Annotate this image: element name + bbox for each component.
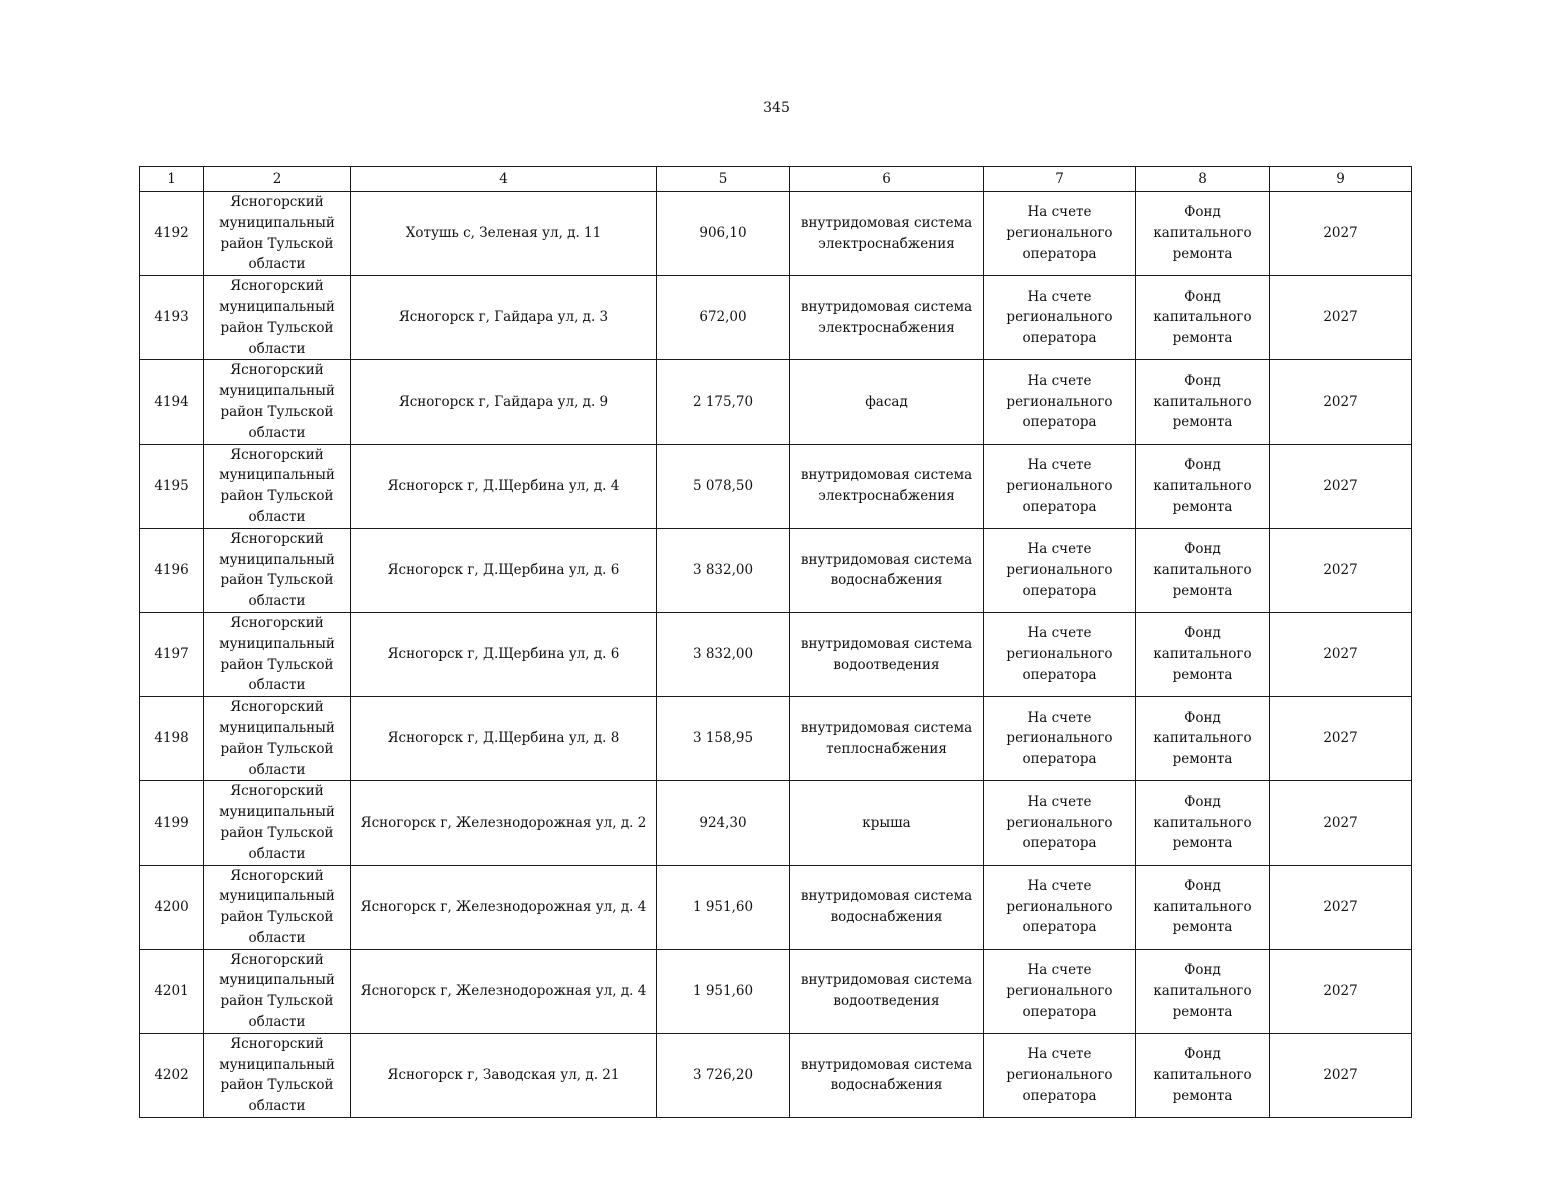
account-cell: На счете регионального оператора — [984, 444, 1136, 528]
row-number-cell: 4201 — [140, 949, 204, 1033]
funding-source-cell: Фонд капитального ремонта — [1136, 612, 1270, 696]
year-cell: 2027 — [1270, 528, 1412, 612]
district-cell: Ясногорский муниципальный район Тульской области — [204, 192, 351, 276]
area-cell: 5 078,50 — [657, 444, 790, 528]
address-cell: Хотушь с, Зеленая ул, д. 11 — [351, 192, 657, 276]
row-number-cell: 4200 — [140, 865, 204, 949]
address-cell: Ясногорск г, Д.Щербина ул, д. 6 — [351, 528, 657, 612]
district-cell: Ясногорский муниципальный район Тульской области — [204, 360, 351, 444]
address-cell: Ясногорск г, Железнодорожная ул, д. 4 — [351, 949, 657, 1033]
table-row — [140, 192, 1412, 276]
area-cell: 672,00 — [657, 276, 790, 360]
year-cell: 2027 — [1270, 697, 1412, 781]
row-number-cell: 4202 — [140, 1033, 204, 1117]
table-row — [140, 781, 1412, 865]
address-cell: Ясногорск г, Д.Щербина ул, д. 4 — [351, 444, 657, 528]
address-cell: Ясногорск г, Д.Щербина ул, д. 6 — [351, 612, 657, 696]
area-cell: 3 832,00 — [657, 612, 790, 696]
table-row — [140, 360, 1412, 444]
column-header-2: 2 — [204, 167, 351, 192]
area-cell: 906,10 — [657, 192, 790, 276]
area-cell: 1 951,60 — [657, 949, 790, 1033]
page-number: 345 — [763, 100, 790, 116]
area-cell: 3 832,00 — [657, 528, 790, 612]
funding-source-cell: Фонд капитального ремонта — [1136, 276, 1270, 360]
table-row — [140, 528, 1412, 612]
account-cell: На счете регионального оператора — [984, 612, 1136, 696]
table-row — [140, 1033, 1412, 1117]
work-type-cell: внутридомовая система водоснабжения — [790, 865, 984, 949]
funding-source-cell: Фонд капитального ремонта — [1136, 444, 1270, 528]
table-row — [140, 444, 1412, 528]
account-cell: На счете регионального оператора — [984, 360, 1136, 444]
year-cell: 2027 — [1270, 865, 1412, 949]
work-type-cell: внутридомовая система водоотведения — [790, 949, 984, 1033]
work-type-cell: внутридомовая система водоснабжения — [790, 1033, 984, 1117]
table-row — [140, 276, 1412, 360]
year-cell: 2027 — [1270, 949, 1412, 1033]
table-header — [140, 167, 1412, 192]
table-row — [140, 697, 1412, 781]
address-cell: Ясногорск г, Д.Щербина ул, д. 8 — [351, 697, 657, 781]
district-cell: Ясногорский муниципальный район Тульской области — [204, 276, 351, 360]
year-cell: 2027 — [1270, 360, 1412, 444]
work-type-cell: внутридомовая система электроснабжения — [790, 444, 984, 528]
year-cell: 2027 — [1270, 444, 1412, 528]
year-cell: 2027 — [1270, 781, 1412, 865]
district-cell: Ясногорский муниципальный район Тульской области — [204, 528, 351, 612]
account-cell: На счете регионального оператора — [984, 276, 1136, 360]
column-header-5: 5 — [657, 167, 790, 192]
district-cell: Ясногорский муниципальный район Тульской области — [204, 697, 351, 781]
year-cell: 2027 — [1270, 612, 1412, 696]
work-type-cell: внутридомовая система электроснабжения — [790, 276, 984, 360]
row-number-cell: 4194 — [140, 360, 204, 444]
account-cell: На счете регионального оператора — [984, 192, 1136, 276]
funding-source-cell: Фонд капитального ремонта — [1136, 865, 1270, 949]
column-header-9: 9 — [1270, 167, 1412, 192]
header-row — [140, 167, 1412, 192]
row-number-cell: 4196 — [140, 528, 204, 612]
column-header-4: 4 — [351, 167, 657, 192]
address-cell: Ясногорск г, Заводская ул, д. 21 — [351, 1033, 657, 1117]
account-cell: На счете регионального оператора — [984, 1033, 1136, 1117]
work-type-cell: внутридомовая система электроснабжения — [790, 192, 984, 276]
work-type-cell: внутридомовая система теплоснабжения — [790, 697, 984, 781]
funding-source-cell: Фонд капитального ремонта — [1136, 697, 1270, 781]
table-row — [140, 949, 1412, 1033]
district-cell: Ясногорский муниципальный район Тульской области — [204, 444, 351, 528]
column-header-8: 8 — [1136, 167, 1270, 192]
area-cell: 1 951,60 — [657, 865, 790, 949]
account-cell: На счете регионального оператора — [984, 697, 1136, 781]
work-type-cell: фасад — [790, 360, 984, 444]
table-body — [140, 192, 1412, 1118]
row-number-cell: 4195 — [140, 444, 204, 528]
row-number-cell: 4192 — [140, 192, 204, 276]
year-cell: 2027 — [1270, 192, 1412, 276]
work-type-cell: внутридомовая система водоснабжения — [790, 528, 984, 612]
year-cell: 2027 — [1270, 276, 1412, 360]
account-cell: На счете регионального оператора — [984, 949, 1136, 1033]
table-row — [140, 865, 1412, 949]
funding-source-cell: Фонд капитального ремонта — [1136, 781, 1270, 865]
address-cell: Ясногорск г, Гайдара ул, д. 3 — [351, 276, 657, 360]
row-number-cell: 4199 — [140, 781, 204, 865]
row-number-cell: 4198 — [140, 697, 204, 781]
year-cell: 2027 — [1270, 1033, 1412, 1117]
district-cell: Ясногорский муниципальный район Тульской области — [204, 865, 351, 949]
district-cell: Ясногорский муниципальный район Тульской области — [204, 612, 351, 696]
account-cell: На счете регионального оператора — [984, 781, 1136, 865]
work-type-cell: внутридомовая система водоотведения — [790, 612, 984, 696]
area-cell: 3 726,20 — [657, 1033, 790, 1117]
row-number-cell: 4193 — [140, 276, 204, 360]
funding-source-cell: Фонд капитального ремонта — [1136, 949, 1270, 1033]
work-type-cell: крыша — [790, 781, 984, 865]
funding-source-cell: Фонд капитального ремонта — [1136, 192, 1270, 276]
funding-source-cell: Фонд капитального ремонта — [1136, 1033, 1270, 1117]
address-cell: Ясногорск г, Гайдара ул, д. 9 — [351, 360, 657, 444]
district-cell: Ясногорский муниципальный район Тульской области — [204, 781, 351, 865]
capital-repair-table — [139, 166, 1412, 1118]
area-cell: 3 158,95 — [657, 697, 790, 781]
column-header-1: 1 — [140, 167, 204, 192]
account-cell: На счете регионального оператора — [984, 865, 1136, 949]
address-cell: Ясногорск г, Железнодорожная ул, д. 4 — [351, 865, 657, 949]
funding-source-cell: Фонд капитального ремонта — [1136, 360, 1270, 444]
district-cell: Ясногорский муниципальный район Тульской области — [204, 949, 351, 1033]
row-number-cell: 4197 — [140, 612, 204, 696]
funding-source-cell: Фонд капитального ремонта — [1136, 528, 1270, 612]
area-cell: 2 175,70 — [657, 360, 790, 444]
account-cell: На счете регионального оператора — [984, 528, 1136, 612]
area-cell: 924,30 — [657, 781, 790, 865]
address-cell: Ясногорск г, Железнодорожная ул, д. 2 — [351, 781, 657, 865]
column-header-7: 7 — [984, 167, 1136, 192]
table-row — [140, 612, 1412, 696]
column-header-6: 6 — [790, 167, 984, 192]
district-cell: Ясногорский муниципальный район Тульской области — [204, 1033, 351, 1117]
